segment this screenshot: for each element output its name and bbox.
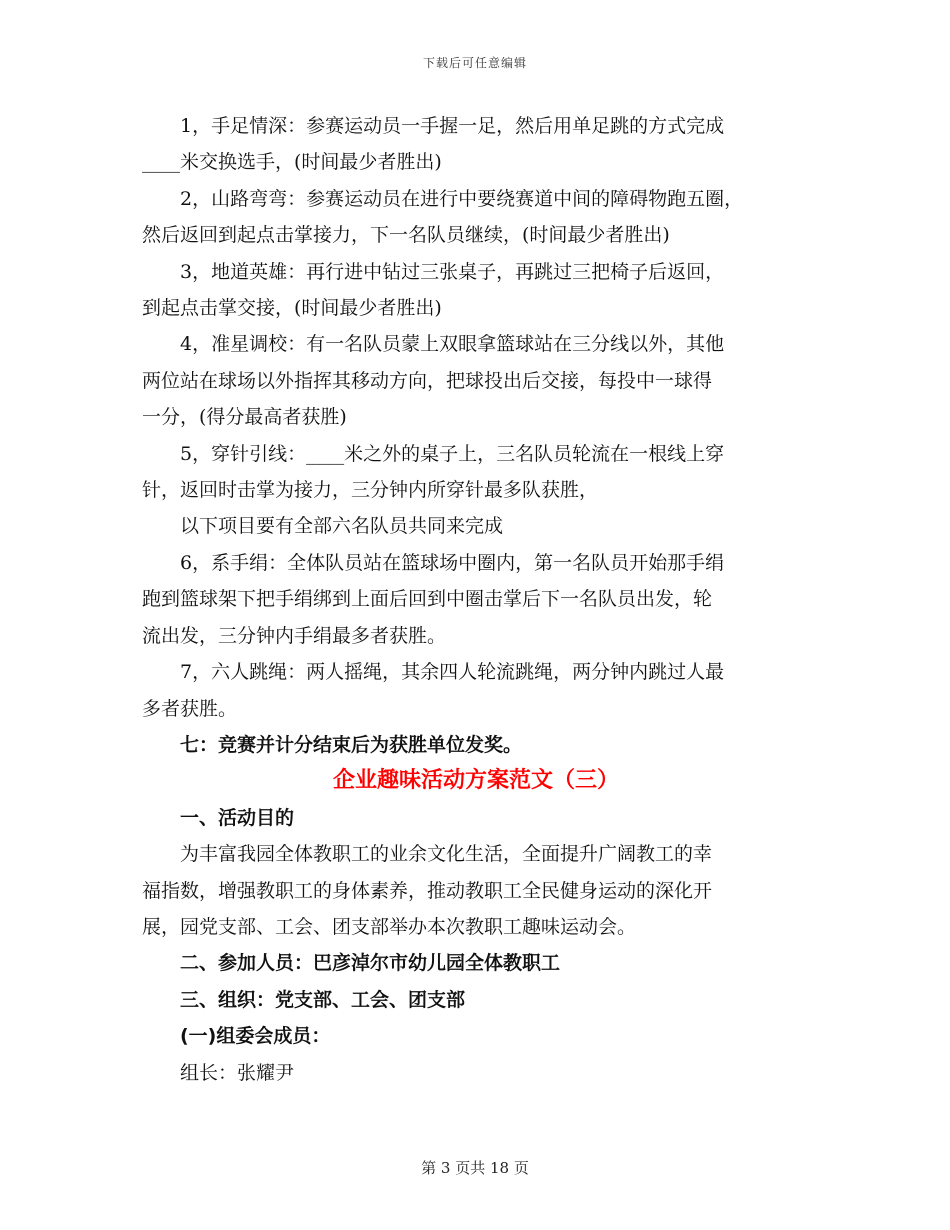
- paragraph-line: 展，园党支部、工会、团支部举办本次教职工趣味运动会。: [142, 915, 637, 938]
- paragraph-line: 到起点击掌交接，(时间最少者胜出): [142, 297, 442, 320]
- paragraph-line: 4，准星调校：有一名队员蒙上双眼拿篮球站在三分线以外，其他: [180, 333, 725, 356]
- section-heading: (一)组委会成员：: [180, 1025, 331, 1048]
- paragraph-line: ____米交换选手，(时间最少者胜出): [142, 151, 442, 174]
- paragraph-line: 然后返回到起点击掌接力，下一名队员继续，(时间最少者胜出): [142, 224, 670, 247]
- paragraph-line: 7，六人跳绳：两人摇绳，其余四人轮流跳绳，两分钟内跳过人最: [180, 661, 725, 684]
- paragraph-line: 6，系手绢：全体队员站在篮球场中圈内，第一名队员开始那手绢: [180, 551, 725, 574]
- paragraph-line: 组长：张耀尹: [180, 1061, 295, 1084]
- paragraph-line: 多者获胜。: [142, 697, 238, 720]
- paragraph-line: 3，地道英雄：再行进中钻过三张桌子，再跳过三把椅子后返回，: [180, 260, 725, 283]
- page-number: 第 3 页共 18 页: [421, 1159, 529, 1177]
- paragraph-line: 以下项目要有全部六名队员共同来完成: [180, 515, 504, 538]
- section-heading: 三、组织：党支部、工会、团支部: [180, 988, 466, 1011]
- page-header: 下载后可任意编辑: [422, 56, 527, 70]
- section-heading: 七：竞赛并计分结束后为获胜单位发奖。: [180, 733, 523, 756]
- section-heading: 一、活动目的: [180, 806, 295, 829]
- document-title: 企业趣味活动方案范文（三）: [332, 768, 619, 794]
- paragraph-line: 跑到篮球架下把手绢绑到上面后回到中圈击掌后下一名队员出发，轮: [142, 588, 713, 611]
- paragraph-line: 一分，(得分最高者获胜): [142, 406, 347, 429]
- paragraph-line: 流出发，三分钟内手绢最多者获胜。: [142, 624, 447, 647]
- document-body: [142, 108, 810, 1091]
- paragraph-line: 针，返回时击掌为接力，三分钟内所穿针最多队获胜，: [142, 479, 599, 502]
- paragraph-line: 5，穿针引线：____米之外的桌子上，三名队员轮流在一根线上穿: [180, 442, 725, 465]
- paragraph-line: 两位站在球场以外指挥其移动方向，把球投出后交接，每投中一球得: [142, 369, 713, 392]
- paragraph-line: 2，山路弯弯：参赛运动员在进行中要绕赛道中间的障碍物跑五圈，: [180, 187, 744, 210]
- paragraph-line: 为丰富我园全体教职工的业余文化生活，全面提升广阔教工的幸: [180, 843, 713, 866]
- section-heading: 二、参加人员：巴彦淖尔市幼儿园全体教职工: [180, 952, 561, 975]
- paragraph-line: 福指数，增强教职工的身体素养，推动教职工全民健身运动的深化开: [142, 879, 713, 902]
- paragraph-line: 1，手足情深：参赛运动员一手握一足，然后用单足跳的方式完成: [180, 115, 725, 137]
